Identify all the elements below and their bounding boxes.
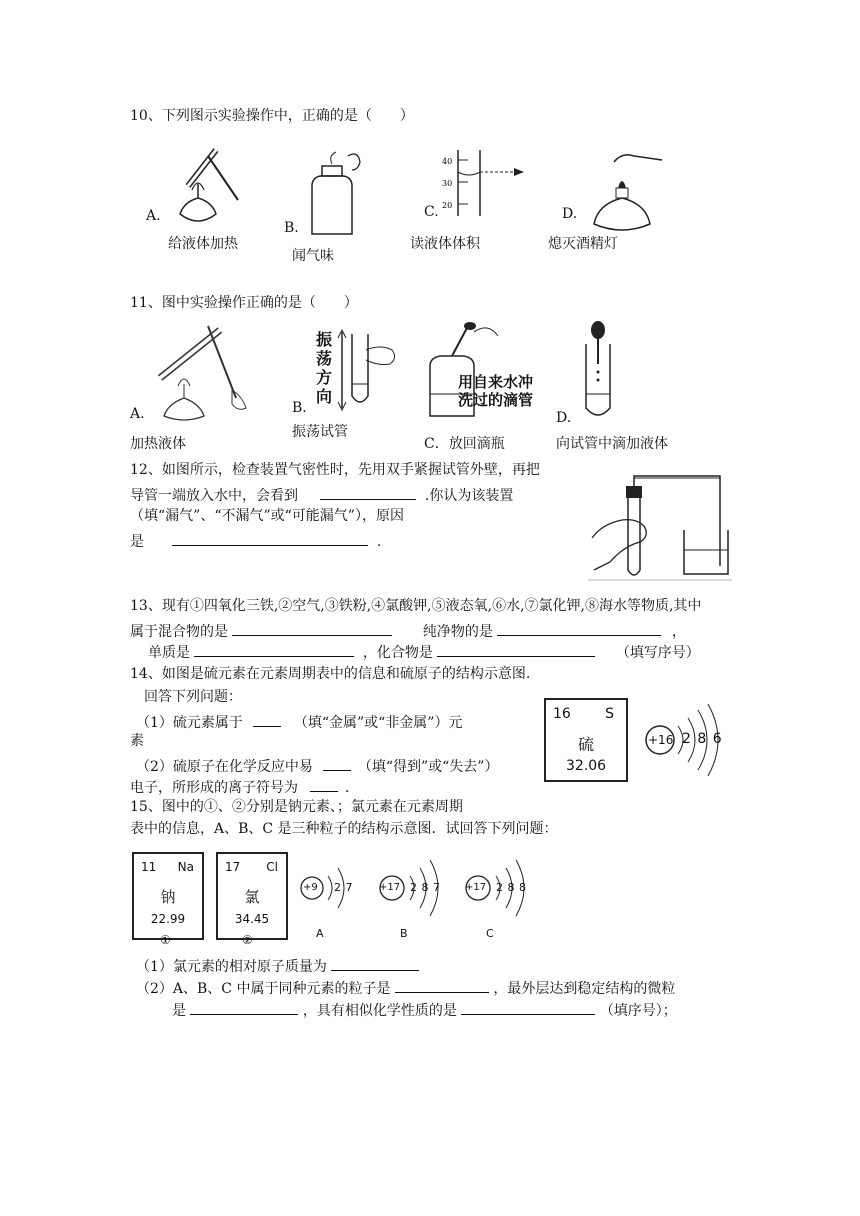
q10-c-tick-30: 30 [442, 179, 453, 188]
q15-line1: 15、图中的①、②分别是钠元素、；氯元素在元素周期 [130, 799, 463, 815]
q11-c-caption: C．放回滴瓶 [424, 436, 505, 452]
q15-sub3-text-a: 是 [172, 1003, 186, 1019]
q10-d-letter: D. [562, 206, 578, 222]
q15-chlorine-symbol: Cl [266, 860, 278, 874]
q11-d-caption: 向试管中滴加液体 [556, 436, 668, 452]
q15-b-nucleus: +17 [379, 882, 401, 893]
q12-line4-text-a: 是 [130, 534, 144, 550]
q14-line3-text-a: （1）硫元素属于 [136, 715, 243, 731]
q15-chlorine-tag: ② [242, 933, 253, 947]
q12-line2-text-b: .你认为该装置 [424, 488, 514, 504]
q15-c-nucleus: +17 [465, 882, 487, 893]
q14-sulfur-mass: 32.06 [565, 758, 607, 774]
q11-b-figure [336, 328, 406, 418]
q15-sub2-text-b: ，最外层达到稳定结构的微粒 [493, 981, 676, 997]
q15-sub1-text: （1）氯元素的相对原子质量为 [136, 959, 327, 975]
q13-line3 [148, 640, 700, 663]
q13-blank-mixture[interactable] [232, 619, 392, 636]
q11-c-label-1: 用自来水冲 [458, 373, 534, 391]
q11-d-figure [578, 320, 618, 420]
q14-blank-metal[interactable] [253, 710, 281, 727]
q15-blank-same-element[interactable] [395, 976, 489, 993]
q15-chlorine-name: 氯 [244, 888, 260, 906]
q12-line3: （填“漏气”、“不漏气”或“可能漏气”），原因 [130, 508, 404, 524]
q10-c-caption: 读液体体积 [410, 236, 480, 252]
q10-a-caption: 给液体加热 [168, 236, 238, 252]
q10-c-figure [440, 150, 540, 220]
q15-b-shells: 2 8 7 [410, 881, 440, 894]
q14-atom-shells: 2 8 6 [682, 731, 722, 747]
q15-sodium-symbol: Na [177, 860, 194, 874]
q15-chlorine-card [216, 852, 288, 940]
q11-stem: 11、图中实验操作正确的是（ ） [130, 295, 358, 311]
q14-blank-ion[interactable] [310, 775, 338, 792]
q13-line2-text-b: 纯净物的是 [422, 624, 493, 640]
q12-line2-text-a: 导管一端放入水中，会看到 [130, 488, 298, 504]
q14-line3 [136, 710, 462, 733]
q13-line1: 13、现有①四氧化三铁,②空气,③铁粉,④氯酸钾,⑤液态氧,⑥水,⑦氯化钾,⑧海水等物质,其中 [130, 598, 702, 614]
q14-line6-text-a: 电子，所形成的离子符号为 [130, 780, 298, 796]
q12-line4-text-b: . [376, 534, 382, 550]
q14-line6-text-b: . [344, 780, 350, 796]
q12-line1: 12、如图所示，检查装置气密性时，先用双手紧握试管外壁，再把 [130, 462, 540, 478]
q13-line3-text-b: ，化合物是 [362, 645, 433, 661]
q13-line2-text-a: 属于混合物的是 [130, 624, 228, 640]
q15-b-tag: B [400, 927, 408, 940]
q15-sub3 [172, 998, 677, 1021]
q14-sulfur-card [544, 698, 628, 782]
q14-line3-text-b: （填“金属”或“非金属”）元 [293, 715, 463, 731]
q13-line3-text-a: 单质是 [148, 645, 190, 661]
q15-a-tag: A [316, 927, 324, 940]
q13-line3-text-c: （填写序号） [615, 645, 700, 661]
q13-line2-text-c: ， [671, 624, 686, 640]
q12-line4 [130, 529, 381, 552]
q15-blank-mass[interactable] [331, 954, 419, 971]
q10-stem: 10、下列图示实验操作中，正确的是（ ） [130, 108, 414, 124]
q14-line5 [136, 754, 498, 777]
q15-sodium-mass: 22.99 [150, 912, 186, 926]
q10-a-figure [168, 144, 248, 224]
q10-d-caption: 熄灭酒精灯 [548, 236, 618, 252]
q11-b-shake-label: 振荡方向 [316, 330, 333, 406]
q13-blank-pure[interactable] [497, 619, 661, 636]
q11-b-letter: B. [292, 400, 307, 416]
q15-chlorine-number: 17 [225, 860, 241, 874]
q10-b-figure [308, 150, 378, 240]
q15-c-tag: C [486, 927, 494, 940]
q13-blank-element[interactable] [194, 640, 354, 657]
q14-line4: 素 [130, 733, 144, 749]
q13-line2 [130, 619, 686, 642]
q11-c-label-2: 洗过的滴管 [458, 391, 534, 409]
q12-airtight-figure [588, 468, 732, 584]
q10-c-tick-40: 40 [442, 157, 453, 166]
q15-blank-similar[interactable] [461, 998, 595, 1015]
q13-blank-compound[interactable] [437, 640, 595, 657]
q12-blank-observe[interactable] [320, 483, 416, 500]
q12-line2 [130, 483, 513, 506]
q15-blank-stable[interactable] [190, 998, 298, 1015]
q14-sulfur-symbol: S [605, 706, 614, 722]
q15-sub3-text-b: ，具有相似化学性质的是 [302, 1003, 457, 1019]
q10-d-figure [584, 150, 674, 230]
q14-line1: 14、如图是硫元素在元素周期表中的信息和硫原子的结构示意图. [130, 666, 531, 682]
q11-a-figure [150, 320, 270, 420]
q14-atom-nucleus: +16 [648, 733, 674, 747]
q14-line6 [130, 775, 349, 798]
q14-blank-gain-lose[interactable] [323, 754, 351, 771]
q11-a-caption: 加热液体 [130, 436, 186, 452]
q15-sodium-card [132, 852, 204, 940]
q10-c-letter: C. [424, 204, 439, 220]
q15-sodium-number: 11 [141, 860, 157, 874]
q15-c-shells: 2 8 8 [496, 881, 526, 894]
q10-a-letter: A. [146, 208, 161, 224]
q15-a-shells: 2 7 [334, 881, 353, 894]
q15-sub2-text-a: （2）A、B、C 中属于同种元素的粒子是 [136, 981, 391, 997]
q14-sulfur-name: 硫 [577, 735, 594, 754]
q14-line2: 回答下列问题： [144, 689, 242, 705]
q10-b-letter: B. [284, 220, 299, 236]
q15-sub3-text-c: （填序号）； [599, 1003, 677, 1019]
q11-b-caption: 振荡试管 [292, 424, 348, 440]
q11-a-letter: A. [130, 406, 145, 422]
q11-d-letter: D. [556, 410, 572, 426]
q15-chlorine-mass: 34.45 [234, 912, 270, 926]
q12-blank-reason[interactable] [172, 529, 368, 546]
q10-c-tick-20: 20 [442, 201, 453, 210]
q14-line5-text-a: （2）硫原子在化学反应中易 [136, 759, 313, 775]
q15-line2: 表中的信息，A、B、C 是三种粒子的结构示意图．试回答下列问题： [130, 821, 558, 837]
q14-sulfur-number: 16 [553, 706, 571, 722]
q15-sodium-tag: ① [160, 933, 171, 947]
q10-b-caption: 闻气味 [292, 248, 334, 264]
q14-line5-text-b: （填“得到”或“失去”） [357, 759, 499, 775]
q15-a-nucleus: +9 [303, 882, 318, 893]
q15-sodium-name: 钠 [160, 888, 176, 906]
q15-sub2 [136, 976, 675, 999]
q15-sub1 [136, 954, 419, 977]
